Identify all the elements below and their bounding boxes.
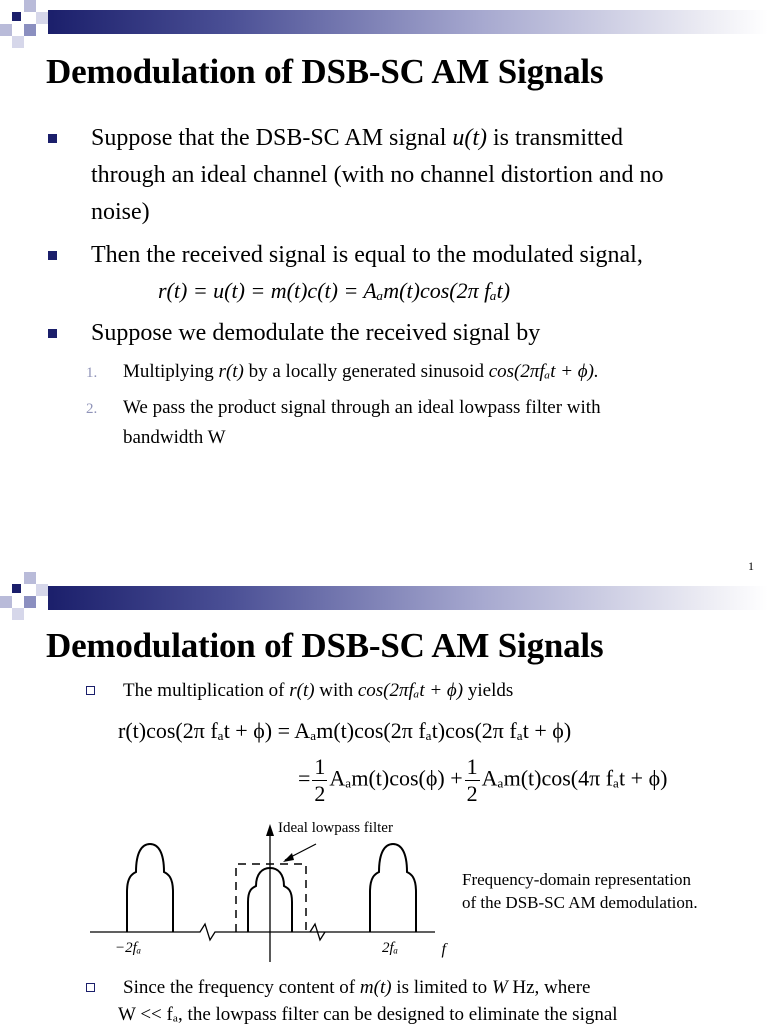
list-number: 1. — [86, 365, 98, 381]
bullet-text: The multiplication of r(t) with cos(2πfₐt + ϕ) yields — [123, 680, 514, 701]
page-number: 1 — [748, 559, 754, 572]
header-bar — [48, 586, 768, 610]
bullet-marker — [86, 983, 95, 992]
list-number: 2. — [86, 401, 98, 417]
list-item: We pass the product signal through an ideal lowpass filter with bandwidth W — [123, 397, 601, 448]
header-bar — [48, 10, 768, 34]
spectrum-lobe-right — [370, 844, 416, 932]
spectrum-figure — [80, 812, 450, 972]
filter-pointer-head — [283, 853, 294, 862]
left-tick-label: −2fₐ — [115, 940, 142, 956]
bullet-marker — [86, 686, 95, 695]
slide-title: Demodulation of DSB-SC AM Signals — [46, 52, 604, 91]
filter-label: Ideal lowpass filter — [278, 820, 393, 836]
frequency-axis — [90, 924, 435, 940]
spectrum-lobe-left — [127, 844, 173, 932]
figure-caption: Frequency-domain representation of the DSB-SC AM demodulation. — [462, 870, 698, 912]
axis-label: f — [441, 941, 446, 958]
axis-arrow — [266, 824, 274, 836]
slide-title: Demodulation of DSB-SC AM Signals — [46, 626, 604, 665]
bullet-marker — [48, 329, 57, 338]
bullet-text: Since the frequency content of m(t) is limited to W Hz, where — [123, 977, 591, 998]
bullet-text: Then the received signal is equal to the modulated signal, — [91, 242, 643, 268]
bullet-marker — [48, 134, 57, 143]
bullet-text: Suppose we demodulate the received signal by — [91, 320, 541, 346]
right-tick-label: 2fₐ — [382, 940, 399, 956]
equation-line-1: r(t)cos(2π fₐt + ϕ) = Aₐm(t)cos(2π fₐt)cos(2π fₐt + ϕ) — [118, 718, 572, 743]
bullet-text: Suppose that the DSB-SC AM signal u(t) is transmitted through an ideal channel (with no channel distortion and no noise) — [91, 125, 664, 225]
lowpass-filter-box — [236, 864, 306, 932]
equation-line-2: = $\frac{1}{2}$ Aₐm(t)cos(ϕ) + $\frac{1}{2}$ Aₐm(t)cos(4π fₐt + ϕ) — [298, 754, 668, 806]
equation: r(t) = u(t) = m(t)c(t) = Aₐm(t)cos(2π fₐt) — [158, 278, 511, 303]
list-item: Multiplying r(t) by a locally generated sinusoid cos(2πfₐt + ϕ). — [123, 361, 599, 382]
slide-2 — [0, 572, 768, 1024]
bullet-marker — [48, 251, 57, 260]
bullet-text-continued: W << fₐ, the lowpass filter can be designed to eliminate the signal — [118, 1004, 618, 1024]
